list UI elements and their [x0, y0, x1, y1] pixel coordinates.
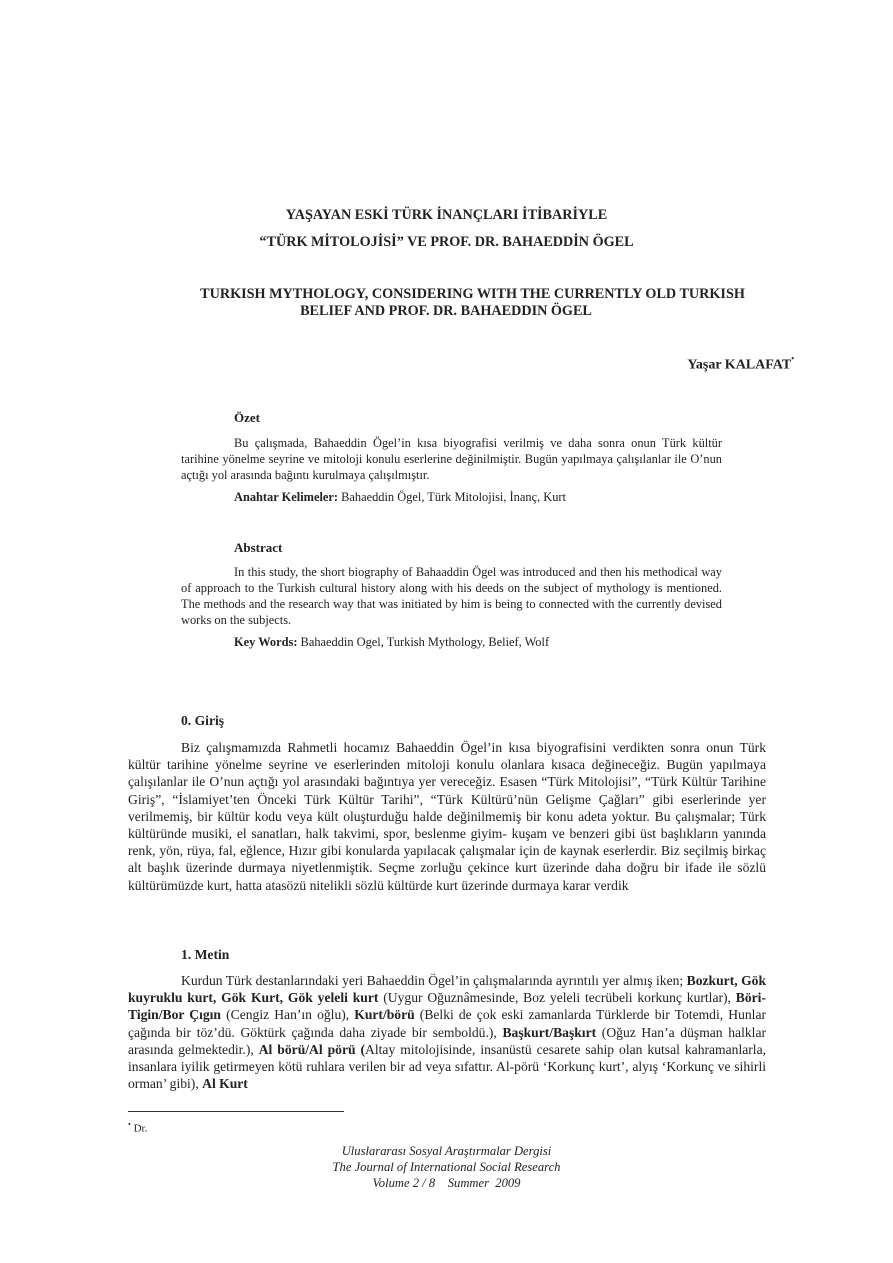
metin-term-al-kurt: Al Kurt — [202, 1076, 248, 1092]
metin-seg4: (Belki de çok eski zamanlarda Türklerde bir Totemdi, Hunlar çağında bir töz’dü. Göktürk çağında daha ziyade bir semboldü.), — [128, 1007, 766, 1040]
metin-seg3: (Cengiz Han’ın oğlu), — [221, 1007, 355, 1023]
metin-term-bozkurt: Bozkurt, Gök kuyruklu kurt, Gök Kurt, Gök yeleli kurt — [128, 973, 767, 1006]
footnote-marker: • — [128, 1120, 131, 1129]
metin-seg1: Kurdun Türk destanlarındaki yeri Bahaeddin Ögel’in çalışmalarında ayrıntılı yer almış iken; — [181, 973, 687, 988]
metin-seg2: (Uygur Oğuznâmesinde, Boz yeleli tecrübeli korkunç kurtlar), — [378, 990, 736, 1006]
abstract-paragraph — [181, 564, 722, 628]
footnote-text: Dr. — [130, 1122, 148, 1135]
footnote-rule — [128, 1111, 344, 1112]
metin-heading: 1. Metin — [181, 947, 230, 962]
abstract-keywords-value: Bahaeddin Ogel, Turkish Mythology, Belief, Wolf — [297, 635, 550, 649]
title-en-line2: BELIEF AND PROF. DR. BAHAEDDIN ÖGEL — [300, 303, 592, 319]
title-tr-line2: “TÜRK MİTOLOJİSİ” VE PROF. DR. BAHAEDDİN ÖGEL — [259, 234, 634, 250]
abstract-keywords-label: Key Words: — [234, 635, 298, 649]
metin-term-baskurt: Başkurt/Başkırt — [502, 1024, 597, 1040]
journal-volume: Volume 2 / 8 Summer 2009 — [372, 1176, 521, 1190]
metin-term-al-boru: Al börü/Al pörü ( — [258, 1041, 366, 1057]
giris-paragraph — [128, 739, 766, 894]
title-en-line1: TURKISH MYTHOLOGY, CONSIDERING WITH THE CURRENTLY OLD TURKISH — [200, 286, 745, 302]
footnote — [128, 1120, 147, 1135]
giris-text: Biz çalışmamızda Rahmetli hocamız Bahaeddin Ögel’in kısa biyografisini verdikten sonra onun Türk kültür tarihine yönelme seyrine ve eserlerinden mitoloji konulu olanlara kısaca değineceğiz. Bugün yapılmaya çalışılanlar ile O’nun açtığı yol arasındaki bağıntıya yer vereceğiz. Esasen “Türk Mitolojisi”, “Türk Kültür Tarihine Giriş”, “İslamiyet’ten Önceki Türk Kültür Tarihi”, “Türk Kültürü’nün Gelişme Çağları” gibi eserlerinde yer verilmemiş, bir kültür kodu veya kült oluşturduğu halde değinilmemiş bir konu adeta yoktur. Bu çalışmalar; Türk kültüründe musiki, el sanatları, halk takvimi, spor, beslenme giyim- kuşam ve benzeri gibi üst başlıkların yanında renk, yön, rüya, fal, eğlence, Hızır gibi konularda yapılacak çalışmalar için de kaynak eserlerdir. Biz seçilmiş birkaç alt başlık üzerinde durmaya niyetlenmiştik. Seçme zorluğu çekince kurt üzerinde daha doğru bir ifade ile sözlü kültürümüzde kurt, hatta atasözü nitelikli sözlü kültürde kurt üzerinde durmaya karar verdik — [128, 740, 766, 893]
author-footnote-marker: • — [791, 354, 794, 363]
journal-name-tr: Uluslararası Sosyal Araştırmalar Dergisi — [341, 1144, 552, 1158]
metin-term-kurt-boru: Kurt/börü — [354, 1007, 415, 1023]
author-name: Yaşar KALAFAT — [687, 357, 792, 373]
ozet-paragraph — [181, 435, 722, 483]
abstract-heading: Abstract — [234, 540, 283, 555]
author — [687, 356, 794, 374]
metin-seg6: Altay mitolojisinde, insanüstü cesarete sahip olan kutsal kahramanlarla, insanlara iyilik getirmeyen kötü ruhlara verilen bir ad veya sıfattır. Al-pörü ‘Korkunç kurt’, alyış ‘Korkunç ve sihirli orman’ gibi), — [128, 1041, 766, 1092]
metin-term-bori-tigin: Böri-Tigin/Bor Çıgın — [128, 990, 766, 1023]
abstract-text: In this study, the short biography of Bahaaddin Ögel was introduced and then his methodical way of approach to the Turkish cultural history along with his deeds on the subject of mythology is mentioned. The methods and the research way that was initiated by him is being to connected with the currently devised works on the subjects. — [181, 565, 722, 627]
journal-name-en: The Journal of International Social Research — [332, 1160, 561, 1174]
giris-heading: 0. Giriş — [181, 713, 225, 728]
ozet-heading: Özet — [234, 410, 260, 425]
ozet-keywords-label: Anahtar Kelimeler: — [234, 490, 339, 504]
abstract-keywords — [234, 635, 549, 650]
metin-seg5: (Oğuz Han’a düşman halklar arasında gelmektedir.), — [128, 1024, 767, 1057]
title-tr-line1: YAŞAYAN ESKİ TÜRK İNANÇLARI İTİBARİYLE — [285, 207, 608, 223]
metin-paragraph — [128, 972, 766, 1092]
ozet-text: Bu çalışmada, Bahaeddin Ögel’in kısa biyografisi verilmiş ve daha sonra onun Türk kültür tarihine yönelme seyrine ve mitoloji konulu eserlerine değinilmiştir. Bugün yapılmaya çalışılanlar ile O’nun açtığı yol arasında bağıntı kurulmaya çalışılmıştır. — [181, 436, 722, 482]
ozet-keywords-value: Bahaeddin Ögel, Türk Mitolojisi, İnanç, Kurt — [338, 490, 566, 504]
metin-text — [128, 972, 766, 1092]
ozet-keywords — [234, 490, 566, 505]
